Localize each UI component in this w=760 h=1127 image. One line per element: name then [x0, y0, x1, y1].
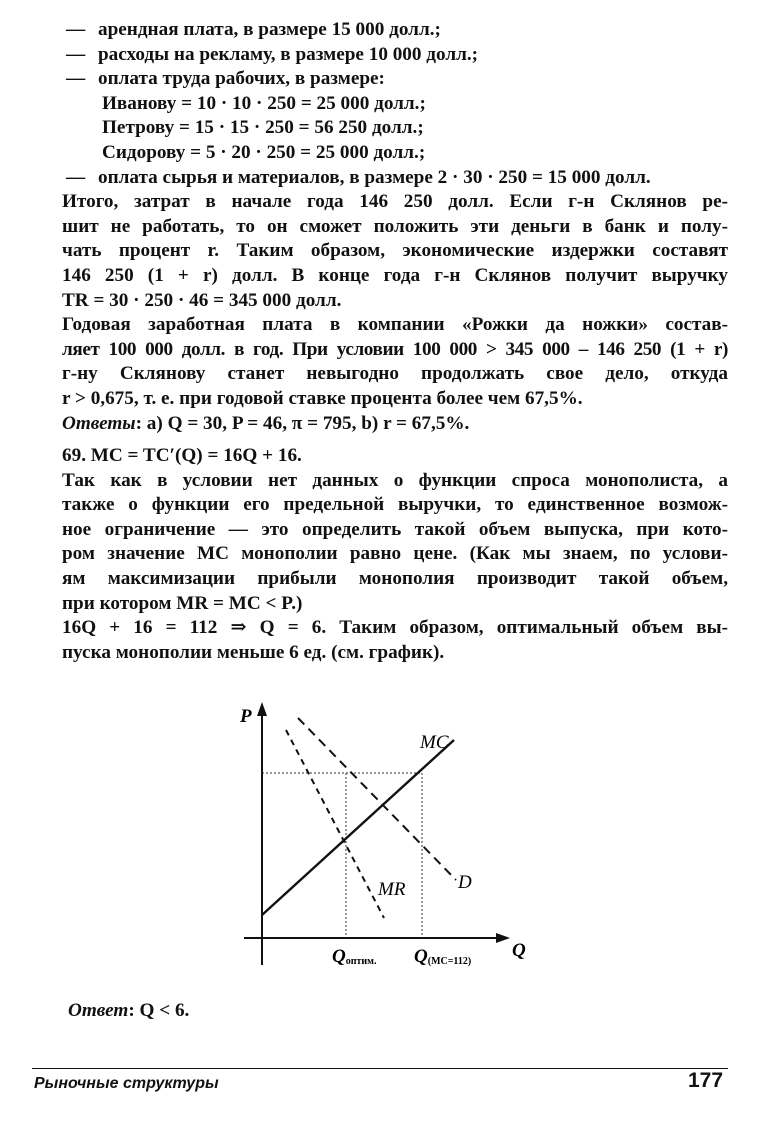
q-axis-label: Q	[512, 940, 526, 961]
wage-petrov: Петрову = 15 · 15 · 250 = 56 250 долл.;	[102, 117, 424, 139]
paragraph-1-line-4: 146 250 (1 + r) долл. В конце года г-н Склянов получит выручку	[62, 264, 728, 286]
page-number: 177	[688, 1069, 724, 1092]
paragraph-2-line-4: r > 0,675, т. е. при годовой ставке процента более чем 67,5%.	[62, 387, 583, 409]
paragraph-4-line-2: пуска монополии меньше 6 ед. (см. график).	[62, 641, 445, 663]
mr-label: MR	[378, 879, 406, 900]
dash-bullet: —	[66, 19, 86, 40]
problem-69-heading: 69. MC = TC′(Q) = 16Q + 16.	[62, 445, 302, 467]
final-answer	[68, 1000, 189, 1022]
p-axis-label: P	[240, 706, 252, 727]
paragraph-3-line-5: ям максимизации прибыли монополия производит такой объем,	[62, 568, 728, 590]
paragraph-1-line-1: Итого, затрат в начале года 146 250 долл. Если г-н Склянов ре-	[62, 191, 728, 213]
answer-text: : Q < 6.	[128, 1000, 190, 1021]
mc-label: MC	[420, 732, 449, 753]
monopoly-graph	[220, 700, 540, 980]
page-text	[62, 18, 728, 665]
dash-bullet: —	[66, 68, 86, 90]
q-mc-tick-label: Q(MC=112)	[414, 946, 472, 967]
paragraph-1-line-2: шит не работать, то он сможет положить эти деньги в банк и полу-	[62, 215, 728, 237]
list-item-wages: — оплата труда рабочих, в размере:	[62, 67, 728, 92]
q-opt-tick-label: Qоптим.	[332, 946, 377, 967]
q-axis-arrow	[496, 933, 510, 943]
dash-bullet: —	[66, 166, 86, 188]
spacer	[62, 436, 728, 444]
footer-divider	[32, 1068, 728, 1069]
p-axis-arrow	[257, 702, 267, 716]
mc-curve	[262, 740, 454, 915]
list-item-rent: — арендная плата, в размере 15 000 долл.;	[62, 18, 728, 43]
paragraph-3-line-1: Так как в условии нет данных о функции спроса монополиста, а	[62, 469, 728, 491]
list-item-ads: — расходы на рекламу, в размере 10 000 долл.;	[62, 43, 728, 68]
dash-bullet: —	[66, 43, 86, 65]
paragraph-4-line-1: 16Q + 16 = 112 ⇒ Q = 6. Таким образом, оптимальный объем вы-	[62, 617, 728, 639]
footer-section-title: Рыночные структуры	[34, 1075, 219, 1092]
answers-line	[62, 412, 728, 437]
answer-label: Ответ	[68, 1000, 129, 1021]
paragraph-3-line-4: ром значение MC монополии равно цене. (Как мы знаем, по услови-	[62, 543, 728, 565]
paragraph-3-line-6: при котором MR = MC < P.)	[62, 592, 303, 614]
paragraph-1-line-5: TR = 30 · 250 · 46 = 345 000 долл.	[62, 289, 342, 311]
paragraph-3-line-3: ное ограничение — это определить такой объем выпуска, при кото-	[62, 518, 728, 540]
wage-sidorov: Сидорову = 5 · 20 · 250 = 25 000 долл.;	[102, 141, 426, 163]
answers-label: Ответы	[62, 412, 136, 434]
wage-ivanov: Иванову = 10 · 10 · 250 = 25 000 долл.;	[102, 92, 426, 114]
answers-text: : a) Q = 30, P = 46, π = 795, b) r = 67,5%.	[135, 412, 470, 434]
list-item-materials: — оплата сырья и материалов, в размере 2 · 30 · 250 = 15 000 долл.	[62, 166, 728, 191]
mr-curve	[286, 730, 384, 918]
paragraph-3-line-2: также о функции его предельной выручки, то единственное возмож-	[62, 494, 728, 516]
paragraph-2-line-1: Годовая заработная плата в компании «Рожки да ножки» состав-	[62, 314, 728, 336]
paragraph-2-line-2: ляет 100 000 долл. в год. При условии 100 000 > 345 000 – 146 250 (1 + r)	[62, 338, 728, 360]
paragraph-1-line-3: чать процент r. Таким образом, экономические издержки составят	[62, 240, 728, 262]
paragraph-2-line-3: г-ну Склянову станет невыгодно продолжать свое дело, откуда	[62, 363, 728, 385]
demand-label: D	[458, 872, 472, 893]
